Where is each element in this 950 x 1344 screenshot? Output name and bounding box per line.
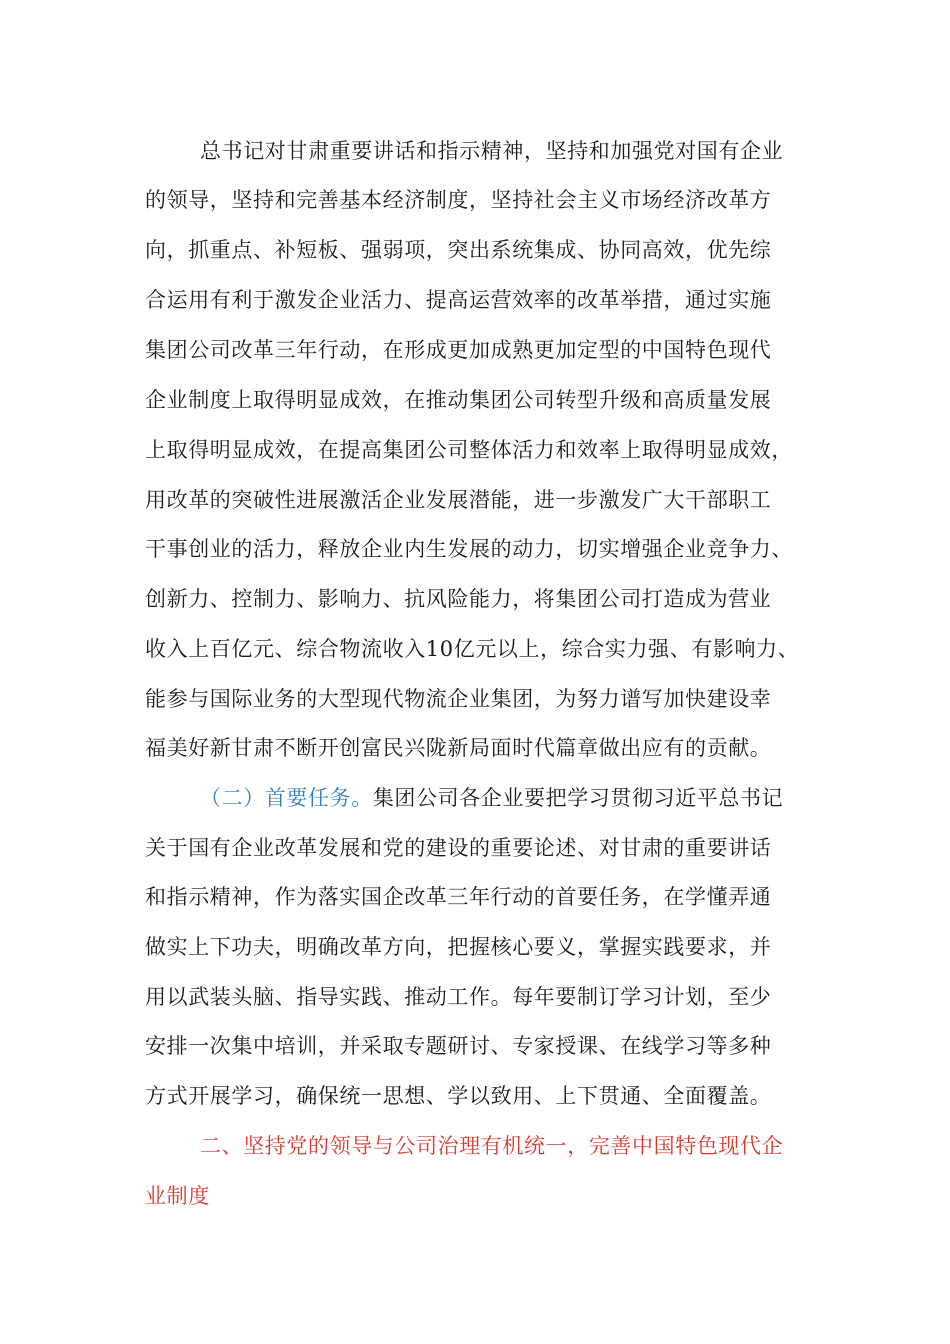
section-first-line — [200, 778, 880, 818]
paragraph-line: 向，抓重点、补短板、强弱项，突出系统集成、协同高效，优先综 — [145, 238, 772, 262]
paragraph-line: 合运用有利于激发企业活力、提高运营效率的改革举措，通过实施 — [145, 288, 772, 312]
section-line: 方式开展学习，确保统一思想、学以致用、上下贯通、全面覆盖。 — [145, 1084, 772, 1108]
chapter-heading: 业制度 — [145, 1184, 210, 1208]
section-line: 安排一次集中培训，并采取专题研讨、专家授课、在线学习等多种 — [145, 1034, 772, 1058]
paragraph-line: 企业制度上取得明显成效，在推动集团公司转型升级和高质量发展 — [145, 388, 772, 412]
paragraph-line: 创新力、控制力、影响力、抗风险能力，将集团公司打造成为营业 — [145, 587, 772, 611]
chapter-heading: 二、坚持党的领导与公司治理有机统一，完善中国特色现代企 — [200, 1134, 784, 1158]
paragraph-line: 福美好新甘肃不断开创富民兴陇新局面时代篇章做出应有的贡献。 — [145, 736, 772, 760]
section-heading: （二）首要任务。 — [200, 786, 373, 810]
paragraph-line: 用改革的突破性进展激活企业发展潜能，进一步激发广大干部职工 — [145, 488, 772, 512]
section-line: 做实上下功夫，明确改革方向，把握核心要义，掌握实践要求，并 — [145, 935, 772, 959]
section-line: 用以武装头脑、指导实践、推动工作。每年要制订学习计划，至少 — [145, 985, 772, 1009]
paragraph-line: 收入上百亿元、综合物流收入10亿元以上，综合实力强、有影响力、 — [145, 637, 800, 661]
section-line: 关于国有企业改革发展和党的建设的重要论述、对甘肃的重要讲话 — [145, 836, 772, 860]
paragraph-line: 集团公司改革三年行动，在形成更加成熟更加定型的中国特色现代 — [145, 338, 772, 362]
section-line: 集团公司各企业要把学习贯彻习近平总书记 — [372, 786, 784, 810]
paragraph-line: 上取得明显成效，在提高集团公司整体活力和效率上取得明显成效， — [145, 438, 793, 462]
paragraph-line: 的领导，坚持和完善基本经济制度，坚持社会主义市场经济改革方 — [145, 188, 772, 212]
paragraph-line: 总书记对甘肃重要讲话和指示精神，坚持和加强党对国有企业 — [200, 139, 784, 163]
paragraph-line: 能参与国际业务的大型现代物流企业集团，为努力谱写加快建设幸 — [145, 687, 772, 711]
paragraph-line: 干事创业的活力，释放企业内生发展的动力，切实增强企业竞争力、 — [145, 537, 793, 561]
section-line: 和指示精神，作为落实国企改革三年行动的首要任务，在学懂弄通 — [145, 885, 772, 909]
